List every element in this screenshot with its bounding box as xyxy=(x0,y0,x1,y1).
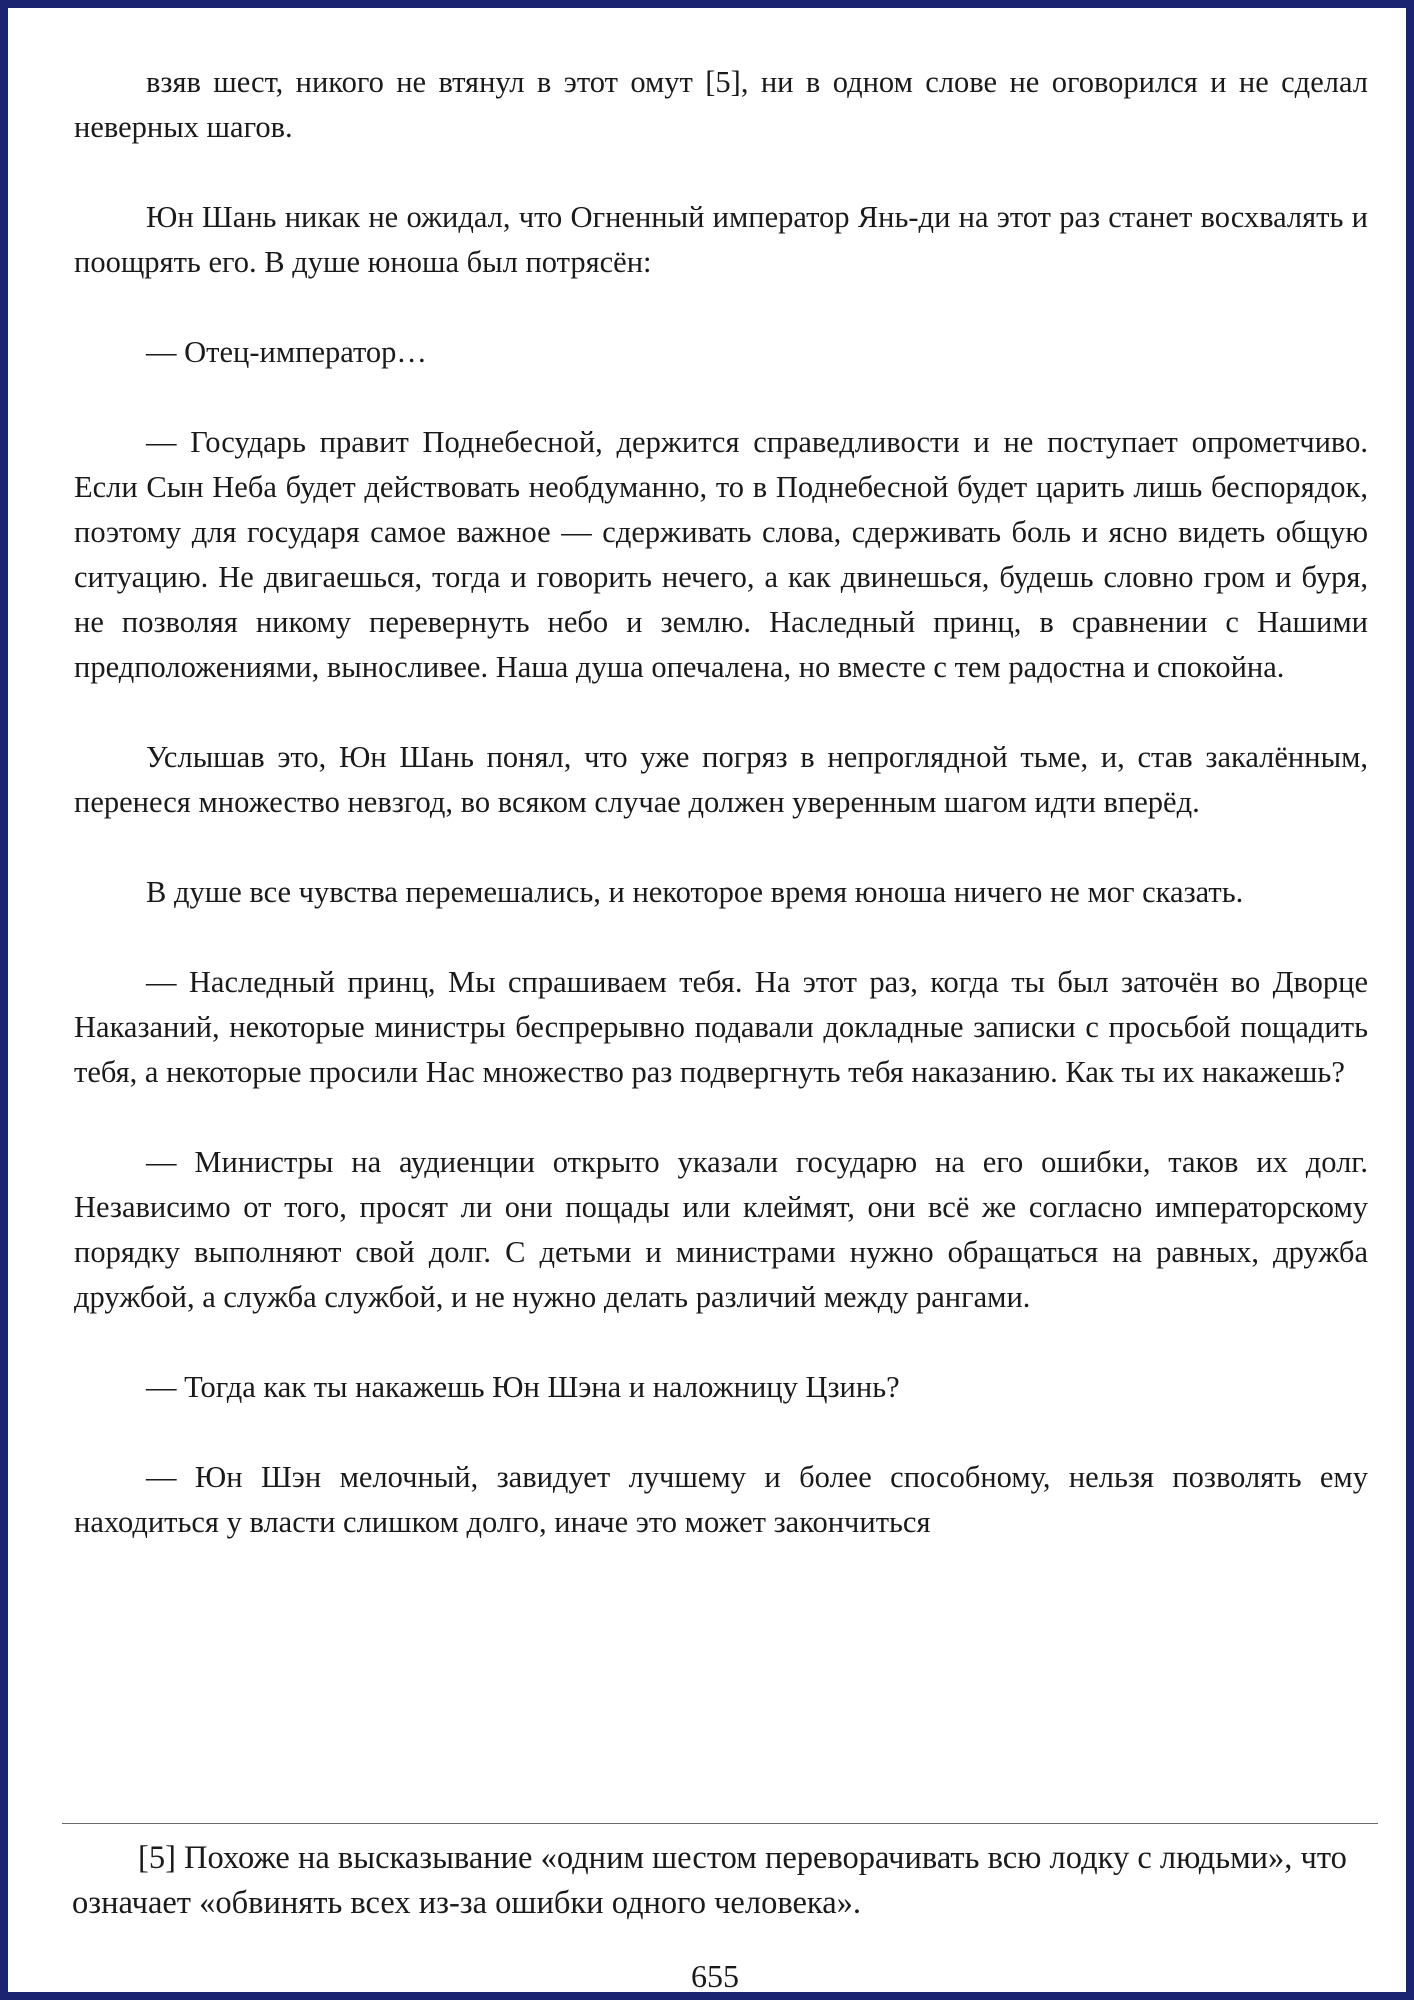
paragraph: взяв шест, никого не втянул в этот омут [5], ни в одном слове не оговорился и не сделал неверных шагов. xyxy=(74,65,1368,144)
footnote: [5] Похоже на высказывание «одним шестом переворачивать всю лодку с людьми», что означает «обвинять всех из-за ошибки одного человека». xyxy=(72,1840,1347,1921)
paragraph: В душе все чувства перемешались, и некоторое время юноша ничего не мог сказать. xyxy=(146,875,1244,909)
page-number: 655 xyxy=(691,1958,739,1994)
paragraph: — Государь правит Поднебесной, держится справедливости и не поступает опрометчиво. Если Сын Неба будет действовать необдуманно, то в Поднебесной будет царить лишь беспорядок, поэтому для государя самое важное — сдерживать слова, сдерживать боль и ясно видеть общую ситуацию. Не двигаешься, тогда и говорить нечего, а как двинешься, будешь словно гром и буря, не позволяя никому перевернуть небо и землю. Наследный принц, в сравнении с Нашими предположениями, выносливее. Наша душа опечалена, но вместе с тем радостна и спокойна. xyxy=(74,425,1368,684)
main-text xyxy=(74,60,1368,1545)
paragraph: Юн Шань никак не ожидал, что Огненный император Янь-ди на этот раз станет восхвалять и поощрять его. В душе юноша был потрясён: xyxy=(74,200,1368,279)
paragraph: — Министры на аудиенции открыто указали государю на его ошибки, таков их долг. Независимо от того, просят ли они пощады или клеймят, они всё же согласно императорскому порядку выполняют свой долг. С детьми и министрами нужно обращаться на равных, дружба дружбой, а служба службой, и не нужно делать различий между рангами. xyxy=(74,1145,1368,1314)
paragraph: — Юн Шэн мелочный, завидует лучшему и более способному, нельзя позволять ему находиться у власти слишком долго, иначе это может закончиться xyxy=(74,1460,1368,1539)
paragraph: — Отец-император… xyxy=(146,335,427,369)
footnote-divider xyxy=(62,1823,1378,1824)
paragraph: — Тогда как ты накажешь Юн Шэна и наложницу Цзинь? xyxy=(146,1370,900,1404)
paragraph: Услышав это, Юн Шань понял, что уже погряз в непроглядной тьме, и, став закалённым, перенеся множество невзгод, во всяком случае должен уверенным шагом идти вперёд. xyxy=(74,740,1368,819)
paragraph: — Наследный принц, Мы спрашиваем тебя. На этот раз, когда ты был заточён во Дворце Наказаний, некоторые министры беспрерывно подавали докладные записки с просьбой пощадить тебя, а некоторые просили Нас множество раз подвергнуть тебя наказанию. Как ты их накажешь? xyxy=(74,965,1368,1089)
